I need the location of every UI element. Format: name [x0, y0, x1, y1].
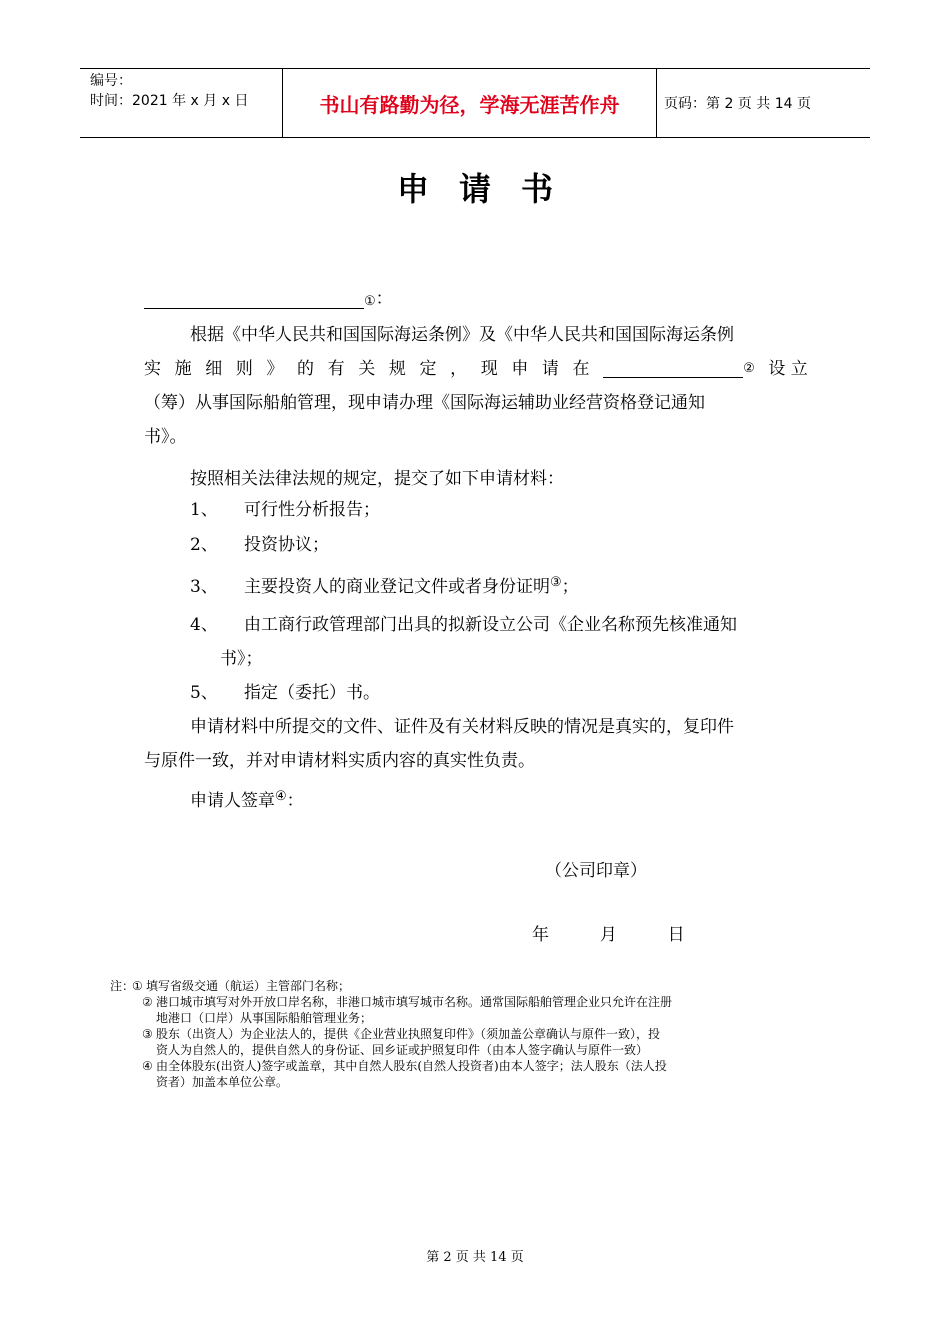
note-text: 地港口（口岸）从事国际船舶管理业务； [156, 1011, 373, 1025]
list-item-number: 2、 [190, 535, 218, 555]
footnote-mark-3: ③ [550, 575, 562, 590]
company-seal-label: （公司印章） [545, 861, 647, 881]
note-text: 资者）加盖本单位公章。 [156, 1075, 289, 1089]
list-item [190, 493, 380, 527]
note-mark: ② [142, 995, 153, 1009]
paragraph-3 [144, 710, 808, 778]
document-time: 时间：2021 年 x 月 x 日 [90, 93, 249, 109]
note-text: 港口城市填写对外开放口岸名称，非港口城市填写城市名称。通常国际船舶管理企业只允许在注册 [156, 995, 673, 1009]
signature-label: 申请人签章 [190, 791, 275, 811]
char: 规 [388, 359, 406, 379]
list-item-text: 可行性分析报告； [244, 500, 380, 520]
note-item [110, 978, 810, 994]
list-item-text: 主要投资人的商业登记文件或者身份证明 [244, 577, 550, 597]
header-page-info: 页码：第 2 页 共 14 页 [664, 96, 811, 112]
notes-section [110, 978, 810, 1090]
header-motto: 书山有路勤为径，学海无涯苦作舟 [283, 69, 657, 137]
note-item [110, 1026, 810, 1058]
char: 有 [327, 359, 345, 379]
paragraph-1-line-2-tail: 设 立 [768, 359, 808, 379]
note-item [110, 994, 810, 1026]
list-item-continuation: 书》； [220, 649, 263, 669]
list-item-number: 3、 [190, 577, 218, 597]
list-item [190, 528, 329, 562]
addressee-blank[interactable] [144, 290, 364, 309]
document-number: 编号： [90, 73, 132, 89]
note-text: 填写省级交通（航运）主管部门名称； [146, 979, 351, 993]
footnote-mark-4: ④ [275, 789, 287, 804]
char: 》 [266, 359, 284, 379]
paragraph-1 [144, 318, 808, 454]
note-text: 资人为自然人的，提供自然人的身份证、回乡证或护照复印件（由本人签字确认与原件一致） [156, 1043, 649, 1057]
date-month: 月 [599, 925, 617, 945]
list-item-number: 1、 [190, 500, 218, 520]
note-item [110, 1058, 810, 1090]
list-item-text: 指定（委托）书。 [244, 683, 380, 703]
char: 现 [480, 359, 498, 379]
list-item [190, 608, 737, 676]
char: 关 [358, 359, 376, 379]
char: 施 [174, 359, 192, 379]
list-item [190, 676, 380, 710]
list-item-number: 4、 [190, 615, 218, 635]
list-item-tail: ； [561, 577, 579, 597]
char: 实 [144, 359, 161, 379]
footnote-mark-2: ② [743, 361, 755, 376]
date-day: 日 [667, 925, 685, 945]
list-item-number: 5、 [190, 683, 218, 703]
char: 请 [541, 359, 559, 379]
paragraph-3-line-2: 与原件一致，并对申请材料实质内容的真实性负责。 [144, 751, 535, 771]
paragraph-2: 按照相关法律法规的规定，提交了如下申请材料： [190, 469, 564, 489]
paragraph-1-line-2 [144, 352, 808, 386]
document-title: 申请书 [396, 170, 583, 208]
location-blank[interactable] [603, 359, 743, 378]
char: ， [450, 359, 468, 379]
paragraph-1-line-1: 根据《中华人民共和国国际海运条例》及《中华人民共和国国际海运条例 [190, 325, 734, 345]
list-item-text: 投资协议； [244, 535, 329, 555]
char: 则 [235, 359, 253, 379]
header-meta [80, 69, 283, 137]
char: 申 [511, 359, 529, 379]
note-mark: ④ [142, 1059, 153, 1073]
notes-label: 注： [110, 979, 135, 993]
paragraph-1-line-4: 书》。 [144, 427, 187, 447]
date-line [532, 920, 685, 945]
char: 细 [205, 359, 223, 379]
footnote-mark-1: ① [364, 294, 376, 309]
list-item [190, 566, 579, 604]
signature-colon: ： [286, 791, 304, 811]
note-mark: ① [132, 979, 143, 993]
paragraph-3-line-1: 申请材料中所提交的文件、证件及有关材料反映的情况是真实的，复印件 [190, 717, 734, 737]
char: 在 [572, 359, 590, 379]
char: 定 [419, 359, 437, 379]
note-mark: ③ [142, 1027, 153, 1041]
note-text: 由全体股东(出资人)签字或盖章，其中自然人股东(自然人投资者)由本人签字；法人股东（法人投 [156, 1059, 667, 1073]
addressee-line [144, 284, 393, 309]
paragraph-1-line-3: （筹）从事国际船舶管理，现申请办理《国际海运辅助业经营资格登记通知 [144, 393, 705, 413]
date-year: 年 [532, 925, 549, 945]
char: 的 [297, 359, 315, 379]
signature-line [144, 780, 808, 818]
note-text: 股东（出资人）为企业法人的，提供《企业营业执照复印件》（须加盖公章确认与原件一致），投 [156, 1027, 661, 1041]
page-header [80, 68, 870, 138]
addressee-colon: ： [375, 289, 393, 309]
page-footer: 第 2 页 共 14 页 [426, 1250, 524, 1265]
list-item-text: 由工商行政管理部门出具的拟新设立公司《企业名称预先核准通知 [244, 615, 737, 635]
